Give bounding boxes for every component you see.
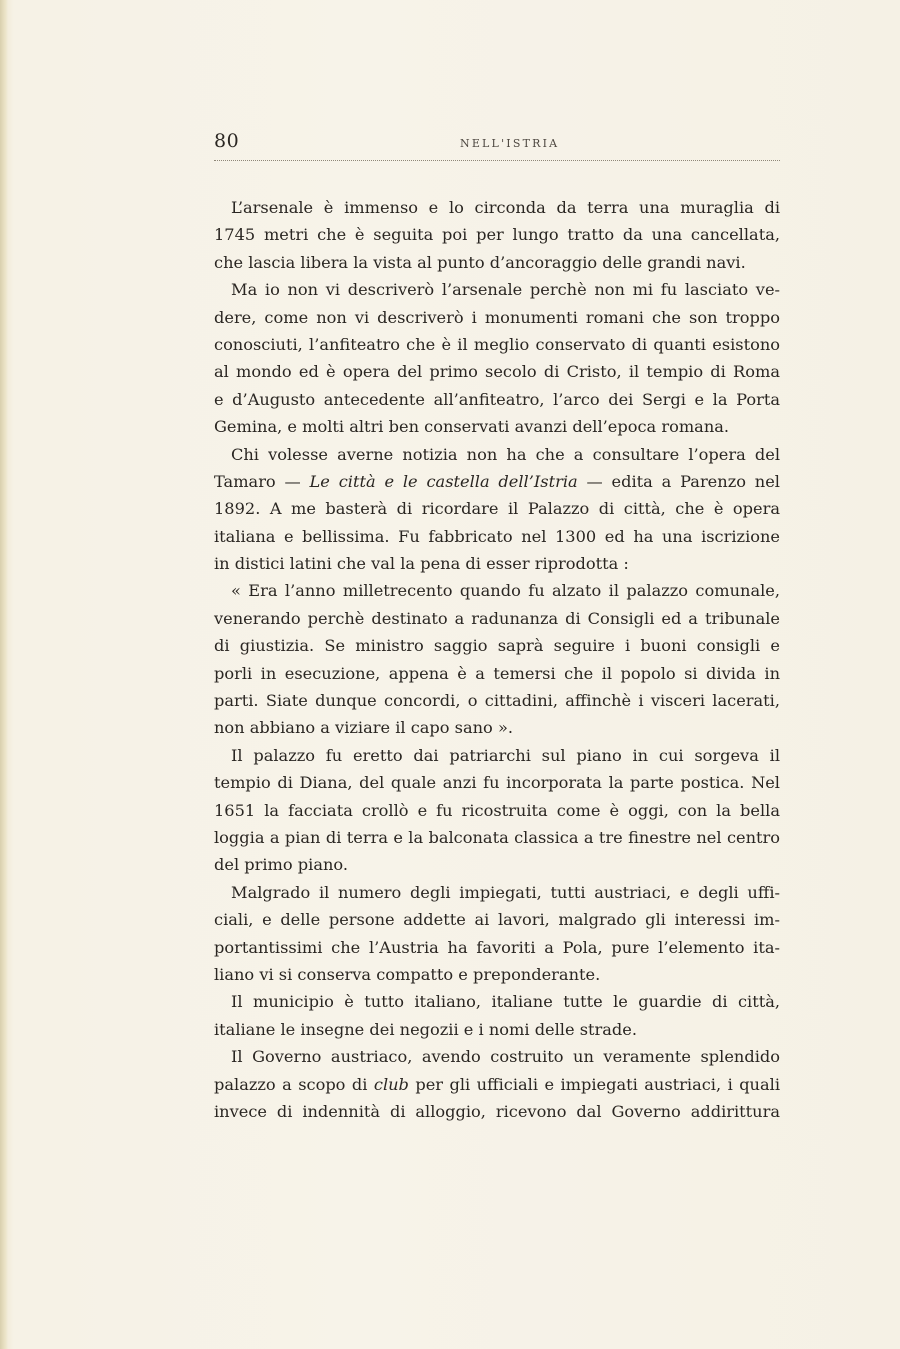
text-line: italiana e bellissima. Fu fabbricato nel 1300 ed ha una iscrizione — [214, 526, 780, 546]
text-line: porli in esecuzione, appena è a temersi che il popolo si divida in — [214, 663, 780, 683]
text-line: italiane le insegne dei negozii e i nomi delle strade. — [214, 1019, 638, 1039]
text-line: loggia a pian di terra e la balconata classica a tre finestre nel centro — [214, 827, 780, 847]
text-line: Chi volesse averne notizia non ha che a consultare l’opera del — [231, 444, 780, 464]
text-line: Il Governo austriaco, avendo costruito un veramente splendido — [231, 1047, 780, 1067]
text-line: « Era l’anno milletrecento quando fu alzato il palazzo comunale, — [231, 581, 780, 601]
text-line: invece di indennità di alloggio, ricevono dal Governo addirittura — [214, 1101, 780, 1121]
text-line: al mondo ed è opera del primo secolo di Cristo, il tempio di Roma — [214, 362, 780, 382]
text-line: tempio di Diana, del quale anzi fu incorporata la parte postica. Nel — [214, 773, 780, 793]
text-line: che lascia libera la vista al punto d’ancoraggio delle grandi navi. — [214, 252, 746, 272]
text-line: e d’Augusto antecedente all’anfiteatro, l’arco dei Sergi e la Porta — [214, 389, 780, 409]
text-line: dere, come non vi descriverò i monumenti romani che son troppo — [214, 307, 780, 327]
header-rule — [214, 160, 780, 161]
page-number: 80 — [214, 130, 240, 152]
text-line: Il palazzo fu eretto dai patriarchi sul piano in cui sorgeva il — [231, 745, 780, 765]
running-head — [214, 128, 780, 164]
text-line: parti. Siate dunque concordi, o cittadini, affinchè i visceri lacerati, — [214, 691, 780, 711]
body-text — [214, 194, 780, 1125]
text-line: non abbiano a viziare il capo sano ». — [214, 718, 513, 738]
text-line: Gemina, e molti altri ben conservati avanzi dell’epoca romana. — [214, 417, 730, 437]
text-line: 1892. A me basterà di ricordare il Palazzo di città, che è opera — [214, 499, 780, 519]
text-line: 1651 la facciata crollò e fu ricostruita come è oggi, con la bella — [214, 800, 780, 820]
text-line: portantissimi che l’Austria ha favoriti a Pola, pure l’elemento ita- — [214, 937, 780, 957]
text-line: di giustizia. Se ministro saggio saprà seguire i buoni consigli e — [214, 636, 780, 656]
text-line: Tamaro — Le città e le castella dell’Istria — edita a Parenzo nel — [214, 471, 780, 491]
text-line: Malgrado il numero degli impiegati, tutti austriaci, e degli uffi- — [231, 882, 780, 902]
text-line: L’arsenale è immenso e lo circonda da terra una muraglia di — [231, 198, 780, 217]
binding-edge — [0, 0, 8, 1349]
text-line: palazzo a scopo di club per gli ufficiali e impiegati austriaci, i quali — [214, 1074, 780, 1094]
text-line: del primo piano. — [214, 855, 349, 875]
running-title: NELL'ISTRIA — [460, 137, 560, 150]
text-line: venerando perchè destinato a radunanza di Consigli ed a tribunale — [214, 608, 780, 628]
text-line: in distici latini che val la pena di esser riprodotta : — [214, 554, 629, 574]
text-line: Ma io non vi descriverò l’arsenale perchè non mi fu lasciato ve- — [231, 280, 780, 300]
text-line: ciali, e delle persone addette ai lavori, malgrado gli interessi im- — [214, 910, 780, 930]
text-line: liano vi si conserva compatto e preponderante. — [214, 964, 601, 984]
text-line: conosciuti, l’anfiteatro che è il meglio conservato di quanti esistono — [214, 334, 780, 354]
text-line: Il municipio è tutto italiano, italiane tutte le guardie di città, — [231, 992, 780, 1012]
text-line: 1745 metri che è seguita poi per lungo tratto da una cancellata, — [214, 225, 780, 245]
